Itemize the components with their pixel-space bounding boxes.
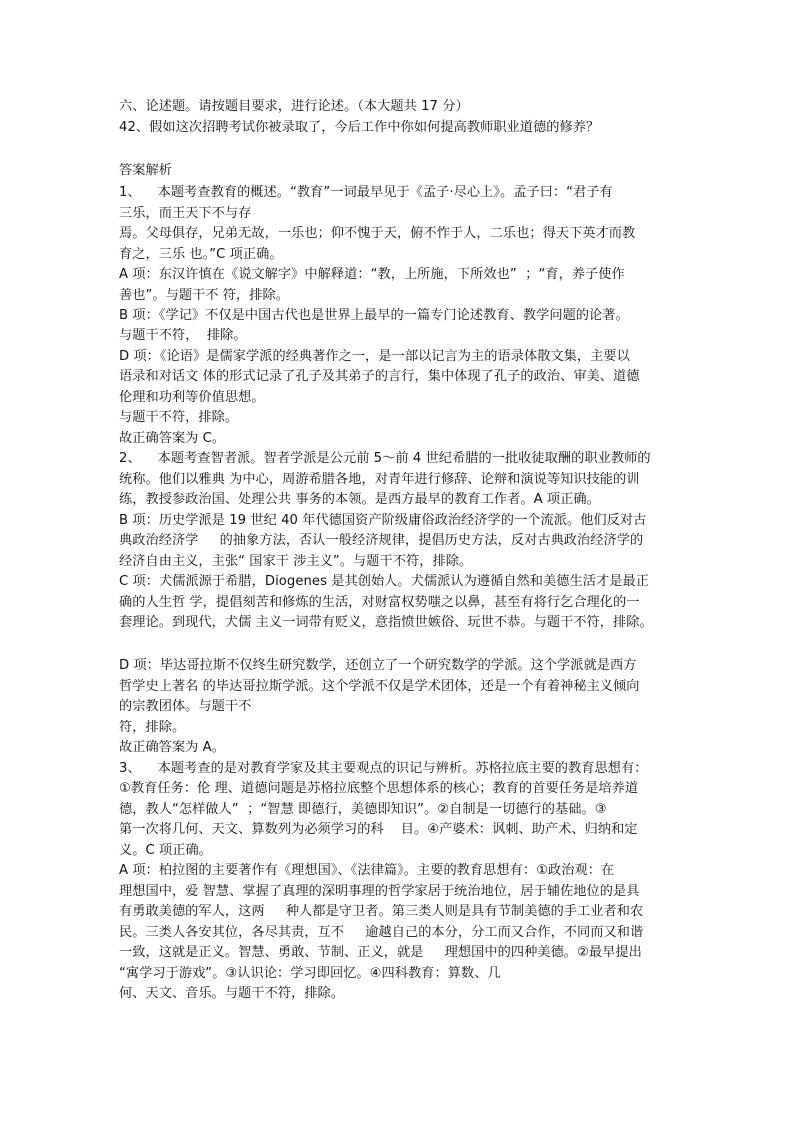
answer-item-2-option-c-line-2: 确的人生哲 学，提倡刻苦和修炼的生活，对财富权势嗤之以鼻，甚至有将行乞合理化的一 — [119, 595, 640, 610]
answer-analysis-heading: 答案解析 — [119, 163, 172, 178]
answer-item-2-option-b-line-2: 典政治经济学 的抽象方法，否认一般经济规律，提倡历史方法，反对古典政治经济学的 — [119, 533, 644, 548]
answer-item-3-line-5: 义。C 项正确。 — [119, 843, 212, 858]
answer-item-1-option-d-line-3: 伦理和功利等价值思想。 — [119, 390, 265, 405]
answer-item-2-option-d-line-3: 的宗教团体。与题干不 — [119, 699, 252, 714]
answer-item-1-option-b-line-1: B 项：《学记》不仅是中国古代也是世界上最早的一篇专门论述教育、教学问题的论著。 — [119, 308, 629, 323]
answer-item-3-option-a-line-1: A 项：柏拉图的主要著作有《理想国》、《法律篇》。主要的教育思想有：①政治观：在 — [119, 863, 615, 878]
answer-item-2-option-d-line-1: D 项：毕达哥拉斯不仅终生研究数学，还创立了一个研究数学的学派。这个学派就是西方 — [119, 658, 637, 673]
answer-item-3-option-a-line-4: 民。三类人各安其位，各尽其责，互不 逾越自己的本分，分工而又合作，不同而又和谐 — [119, 925, 644, 940]
answer-item-1-option-d-line-2: 语录和对话文 体的形式记录了孔子及其弟子的言行，集中体现了孔子的政治、审美、道德 — [119, 369, 640, 384]
answer-item-2-option-c-line-3: 套理论。到现代，犬儒 主义一词带有贬义，意指愤世嫉俗、玩世不恭。与题干不符，排除。 — [119, 615, 653, 630]
answer-item-1-option-d-line-1: D 项：《论语》是儒家学派的经典著作之一，是一部以记言为主的语录体散文集，主要以 — [119, 349, 630, 364]
answer-item-3-option-a-line-2: 理想国中，爱 智慧、掌握了真理的深明事理的哲学家居于统治地位，居于辅佐地位的是具 — [119, 884, 640, 899]
answer-item-2-line-3: 练，教授参政治国、处理公共 事务的本领。是西方最早的教育工作者。A 项正确。 — [119, 492, 600, 507]
answer-item-1-option-d-line-4: 与题干不符，排除。 — [119, 410, 239, 425]
answer-item-3-option-a-line-7: 何、天文、音乐。与题干不符，排除。 — [119, 986, 345, 1001]
answer-item-2-line-2: 统称。他们以雅典 为中心，周游希腊各地，对青年进行修辞、论辩和演说等知识技能的训 — [119, 472, 640, 487]
answer-item-3-line-3: 德，教人“怎样做人” ；“智慧 即德行，美德即知识”。②自制是一切德行的基础。③ — [119, 802, 607, 817]
answer-item-1-correct-answer: 故正确答案为 C。 — [119, 431, 226, 446]
answer-item-2-line-1: 2、 本题考查智者派。智者学派是公元前 5～前 4 世纪希腊的一批收徒取酬的职业教师的 — [119, 451, 651, 466]
answer-item-3-line-4: 第一次将几何、天文、算数列为必须学习的科 目。④产婆术：讽刺、助产术、归纳和定 — [119, 822, 638, 837]
answer-item-1-option-b-line-2: 与题干不符， 排除。 — [119, 328, 247, 343]
answer-item-2-option-d-line-2: 哲学史上著名 的毕达哥拉斯学派。这个学派不仅是学术团体，还是一个有着神秘主义倾向 — [119, 679, 640, 694]
answer-item-3-line-1: 3、 本题考查的是对教育学家及其主要观点的识记与辨析。苏格拉底主要的教育思想有： — [119, 761, 648, 776]
answer-item-3-line-2: ①教育任务：伦 理、道德问题是苏格拉底整个思想体系的核心；教育的首要任务是培养道 — [119, 781, 639, 796]
answer-item-3-option-a-line-3: 有勇敢美德的军人，这两 种人都是守卫者。第三类人则是具有节制美德的手工业者和农 — [119, 904, 644, 919]
answer-item-1-line-2: 三乐，而王天下不与存 — [119, 206, 252, 221]
question-42-text: 42、假如这次招聘考试你被录取了，今后工作中你如何提高教师职业道德的修养？ — [119, 120, 600, 135]
answer-item-1-line-1: 1、 本题考查教育的概述。“教育”一词最早见于《孟子·尽心上》。孟子曰：“君子有 — [119, 185, 613, 200]
answer-item-3-option-a-line-6: “寓学习于游戏”。③认识论：学习即回忆。④四科教育：算数、几 — [119, 966, 501, 981]
answer-item-2-option-c-line-1: C 项：犬儒派源于希腊，Diogenes 是其创始人。犬儒派认为遵循自然和美德生活才是最正 — [119, 574, 649, 589]
answer-item-1-option-a-line-1: A 项：东汉许慎在《说文解字》中解释道：“教，上所施，下所效也” ；“育，养子使作 — [119, 267, 625, 282]
answer-item-3-option-a-line-5: 一致，这就是正义。智慧、勇敢、节制、正义，就是 理想国中的四种美德。②最早提出 — [119, 945, 642, 960]
answer-item-2-correct-answer: 故正确答案为 A。 — [119, 740, 225, 755]
answer-item-1-line-3: 焉。父母俱存，兄弟无故，一乐也；仰不愧于天，俯不怍于人，二乐也；得天下英才而教 — [119, 226, 636, 241]
answer-item-2-option-b-line-1: B 项：历史学派是 19 世纪 40 年代德国资产阶级庸俗政治经济学的一个流派。他们反对古 — [119, 513, 647, 528]
answer-item-1-line-4: 育之，三乐 也。”C 项正确。 — [119, 247, 283, 262]
answer-item-2-option-b-line-3: 经济自由主义，主张“ 国家干 涉主义”。与题干不符，排除。 — [119, 554, 473, 569]
answer-item-1-option-a-line-2: 善也”。与题干不 符，排除。 — [119, 288, 289, 303]
answer-item-2-option-d-line-4: 符，排除。 — [119, 720, 186, 735]
question-section-heading: 六、论述题。请按题目要求，进行论述。（本大题共 17 分） — [119, 99, 469, 114]
